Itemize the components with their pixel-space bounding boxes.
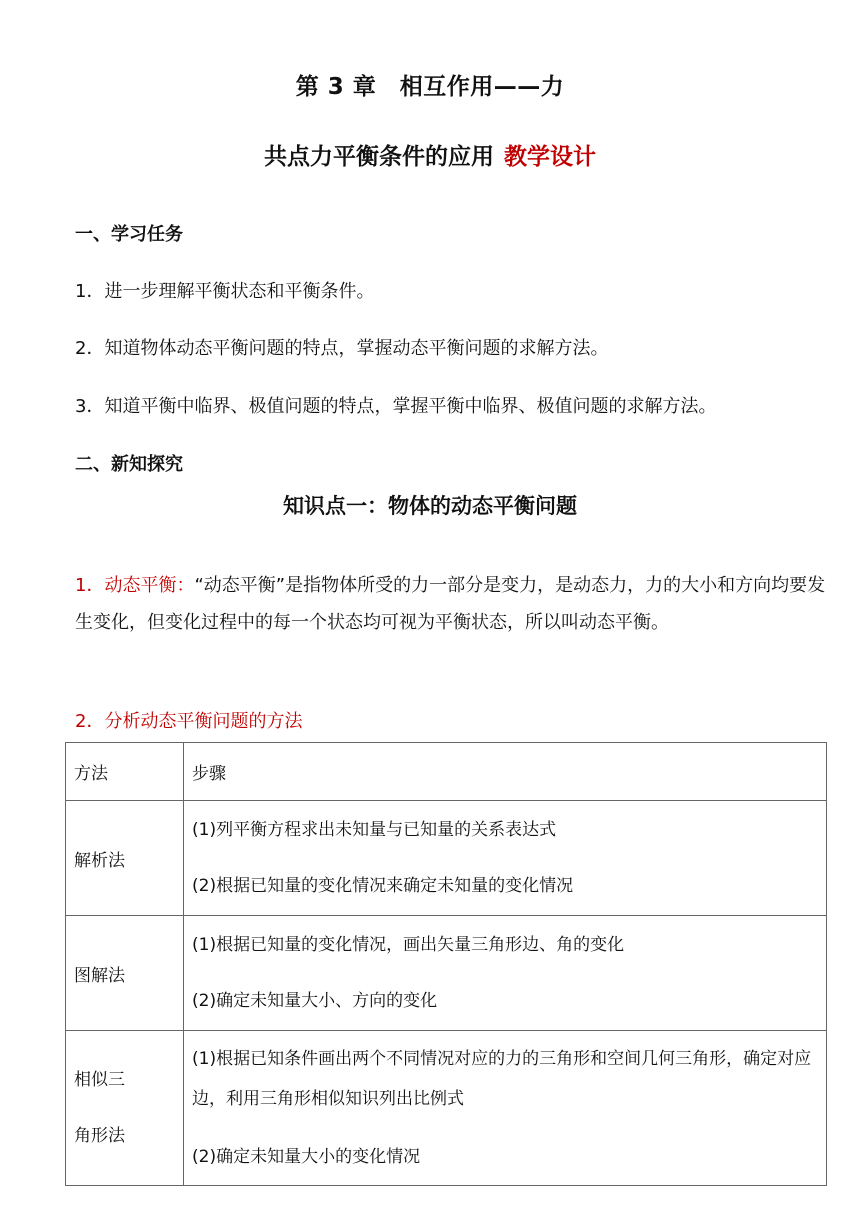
knowledge-point-title: 知识点一：物体的动态平衡问题 xyxy=(283,494,577,518)
step-text: (1)根据已知条件画出两个不同情况对应的力的三角形和空间几何三角形，确定对应边，利用三角形相似知识列出比例式 xyxy=(192,1049,812,1109)
method-steps xyxy=(184,916,827,1031)
definition-paragraph xyxy=(75,567,827,641)
definition-text: “动态平衡”是指物体所受的力一部分是变力，是动态力，力的大小和方向均要发生变化，但变化过程中的每一个状态均可视为平衡状态，所以叫动态平衡。 xyxy=(75,575,826,633)
table-row xyxy=(66,801,827,916)
task-item: 2．知道物体动态平衡问题的特点，掌握动态平衡问题的求解方法。 xyxy=(75,338,609,359)
step-text: (2)确定未知量大小、方向的变化 xyxy=(192,991,438,1011)
table-row xyxy=(66,916,827,1031)
topic-title: 共点力平衡条件的应用 xyxy=(264,144,494,170)
method-name-line: 角形法 xyxy=(74,1126,125,1146)
method-steps xyxy=(184,801,827,916)
methods-heading: 2．分析动态平衡问题的方法 xyxy=(75,711,303,732)
chapter-title: 第 3 章 相互作用——力 xyxy=(295,74,565,100)
step-text: (2)根据已知量的变化情况来确定未知量的变化情况 xyxy=(192,876,574,896)
section-heading-tasks: 一、学习任务 xyxy=(75,224,183,245)
method-name-line: 相似三 xyxy=(74,1070,125,1090)
method-steps xyxy=(184,1031,827,1186)
table-row xyxy=(66,1031,827,1186)
task-item: 1．进一步理解平衡状态和平衡条件。 xyxy=(75,281,375,302)
header-method: 方法 xyxy=(66,743,184,801)
table-header-row xyxy=(66,743,827,801)
section-heading-explore: 二、新知探究 xyxy=(75,454,183,475)
step-text: (1)根据已知量的变化情况，画出矢量三角形边、角的变化 xyxy=(192,935,625,955)
step-text: (2)确定未知量大小的变化情况 xyxy=(192,1147,421,1167)
step-text: (1)列平衡方程求出未知量与已知量的关系表达式 xyxy=(192,820,557,840)
method-name: 图解法 xyxy=(66,916,184,1031)
method-name xyxy=(66,1031,184,1186)
task-item: 3．知道平衡中临界、极值问题的特点，掌握平衡中临界、极值问题的求解方法。 xyxy=(75,396,717,417)
methods-table xyxy=(65,742,827,1186)
header-steps: 步骤 xyxy=(184,743,827,801)
definition-label: 1．动态平衡： xyxy=(75,575,195,596)
topic-title-red: 教学设计 xyxy=(504,144,596,170)
method-name: 解析法 xyxy=(66,801,184,916)
page-title xyxy=(0,138,860,171)
